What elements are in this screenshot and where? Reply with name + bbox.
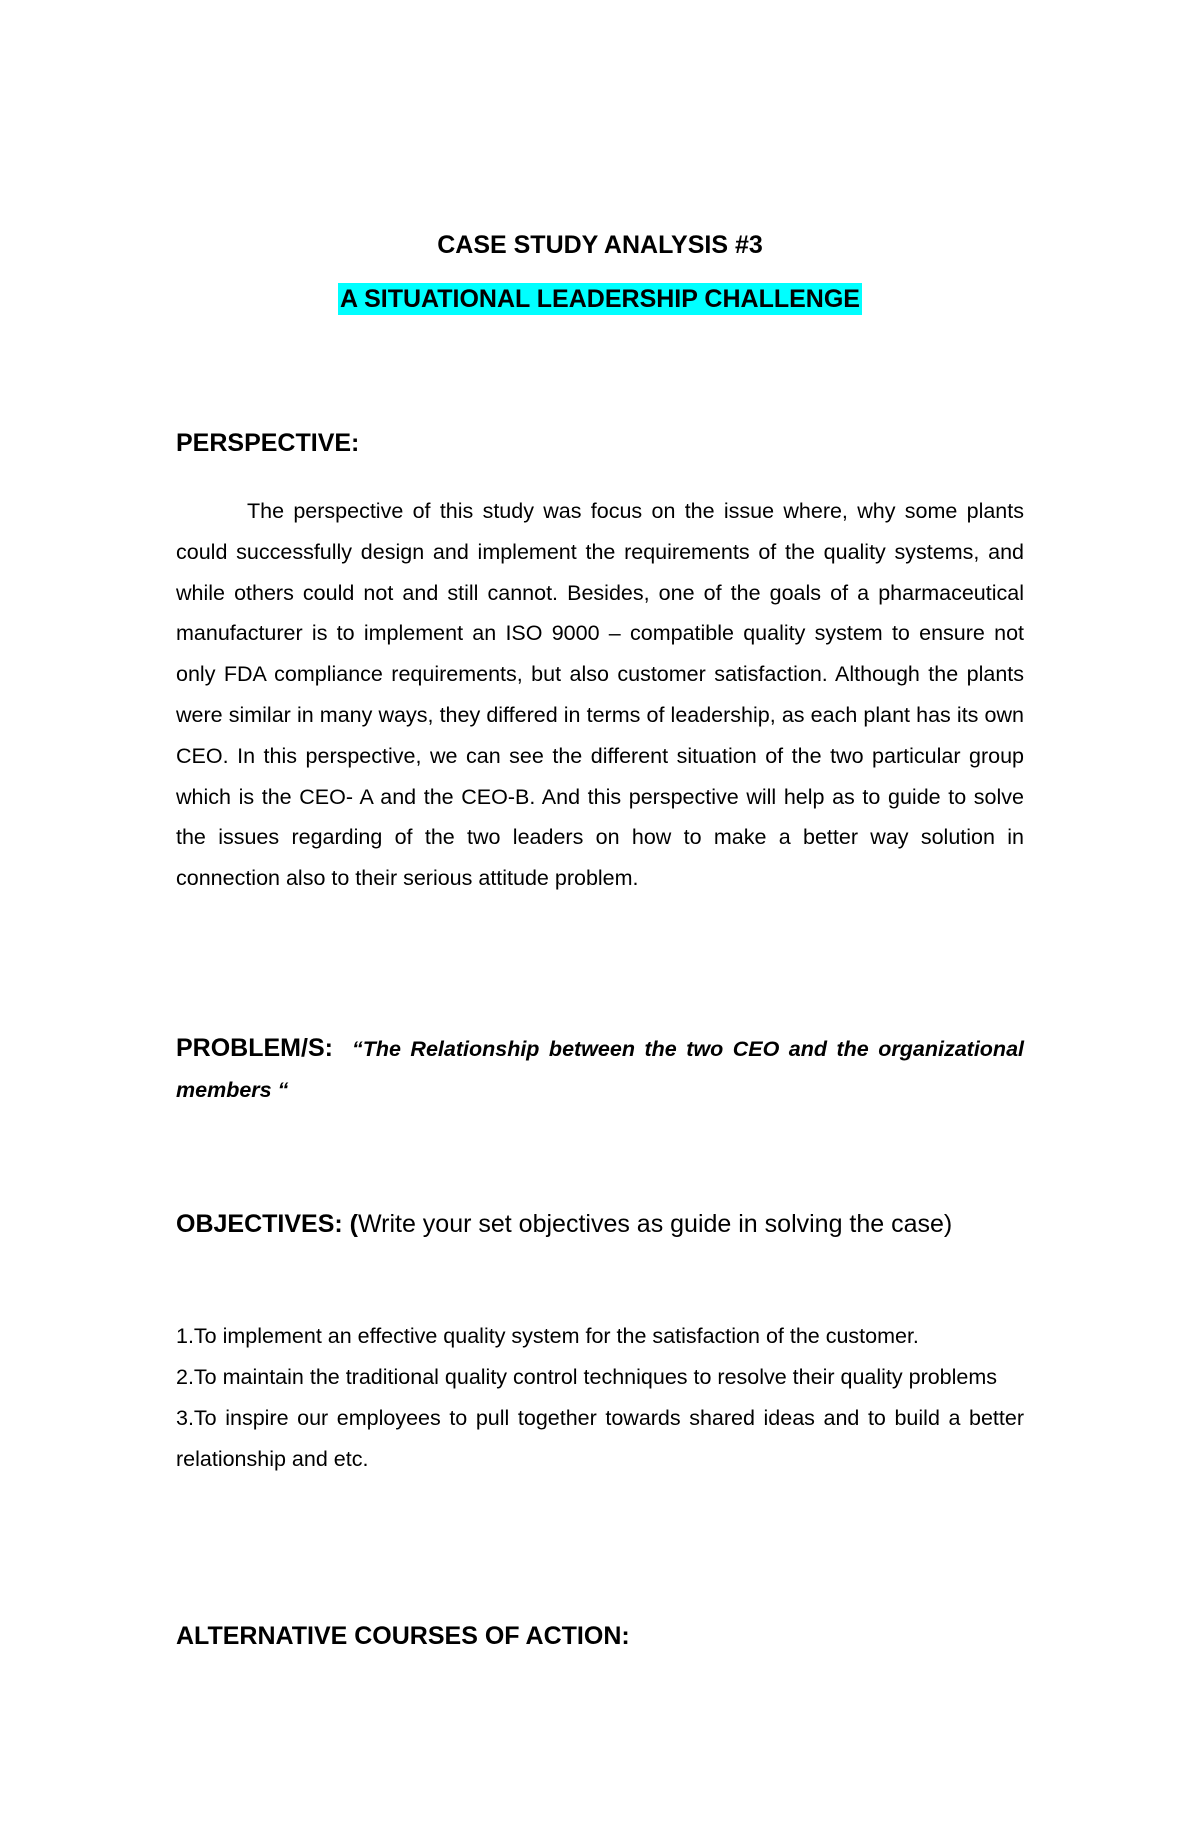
objectives-section — [176, 1201, 1024, 1248]
problem-label: PROBLEM/S: — [176, 1034, 333, 1062]
objectives-label: OBJECTIVES: — [176, 1210, 343, 1238]
perspective-heading: PERSPECTIVE: — [176, 429, 360, 457]
document-title: CASE STUDY ANALYSIS #3 — [437, 231, 763, 259]
objectives-instruction: Write your set objectives as guide in solving the case) — [357, 1210, 953, 1238]
objective-item-2: 2.To maintain the traditional quality control techniques to resolve their quality problems — [176, 1365, 998, 1389]
problem-statement: “The Relationship between the two CEO and the organizational members “ — [176, 1037, 1024, 1102]
objectives-open-paren: ( — [349, 1210, 358, 1238]
perspective-paragraph: The perspective of this study was focus on the issue where, why some plants could successfully design and implement the requirements of the quality systems, and while others could not and still cannot. Besides, one of the goals of a pharmaceutical manufacturer is to implement an ISO 9000 – compatible quality system to ensure not only FDA compliance requirements, but also customer satisfaction. Although the plants were similar in many ways, they differed in terms of leadership, as each plant has its own CEO. In this perspective, we can see the different situation of the two particular group which is the CEO- A and the CEO-B. And this perspective will help as to guide to solve the issues regarding of the two leaders on how to make a better way solution in connection also to their serious attitude problem. — [176, 499, 1024, 891]
problem-section — [176, 1028, 1024, 1111]
document-subtitle-highlighted: A SITUATIONAL LEADERSHIP CHALLENGE — [340, 285, 860, 313]
objective-item-1: 1.To implement an effective quality system for the satisfaction of the customer. — [176, 1324, 919, 1348]
objective-item-3: 3.To inspire our employees to pull together towards shared ideas and to build a better relationship and etc. — [176, 1406, 1024, 1471]
alternatives-heading: ALTERNATIVE COURSES OF ACTION: — [176, 1622, 630, 1650]
subtitle-container — [0, 283, 1200, 315]
objectives-list — [176, 1316, 1024, 1480]
